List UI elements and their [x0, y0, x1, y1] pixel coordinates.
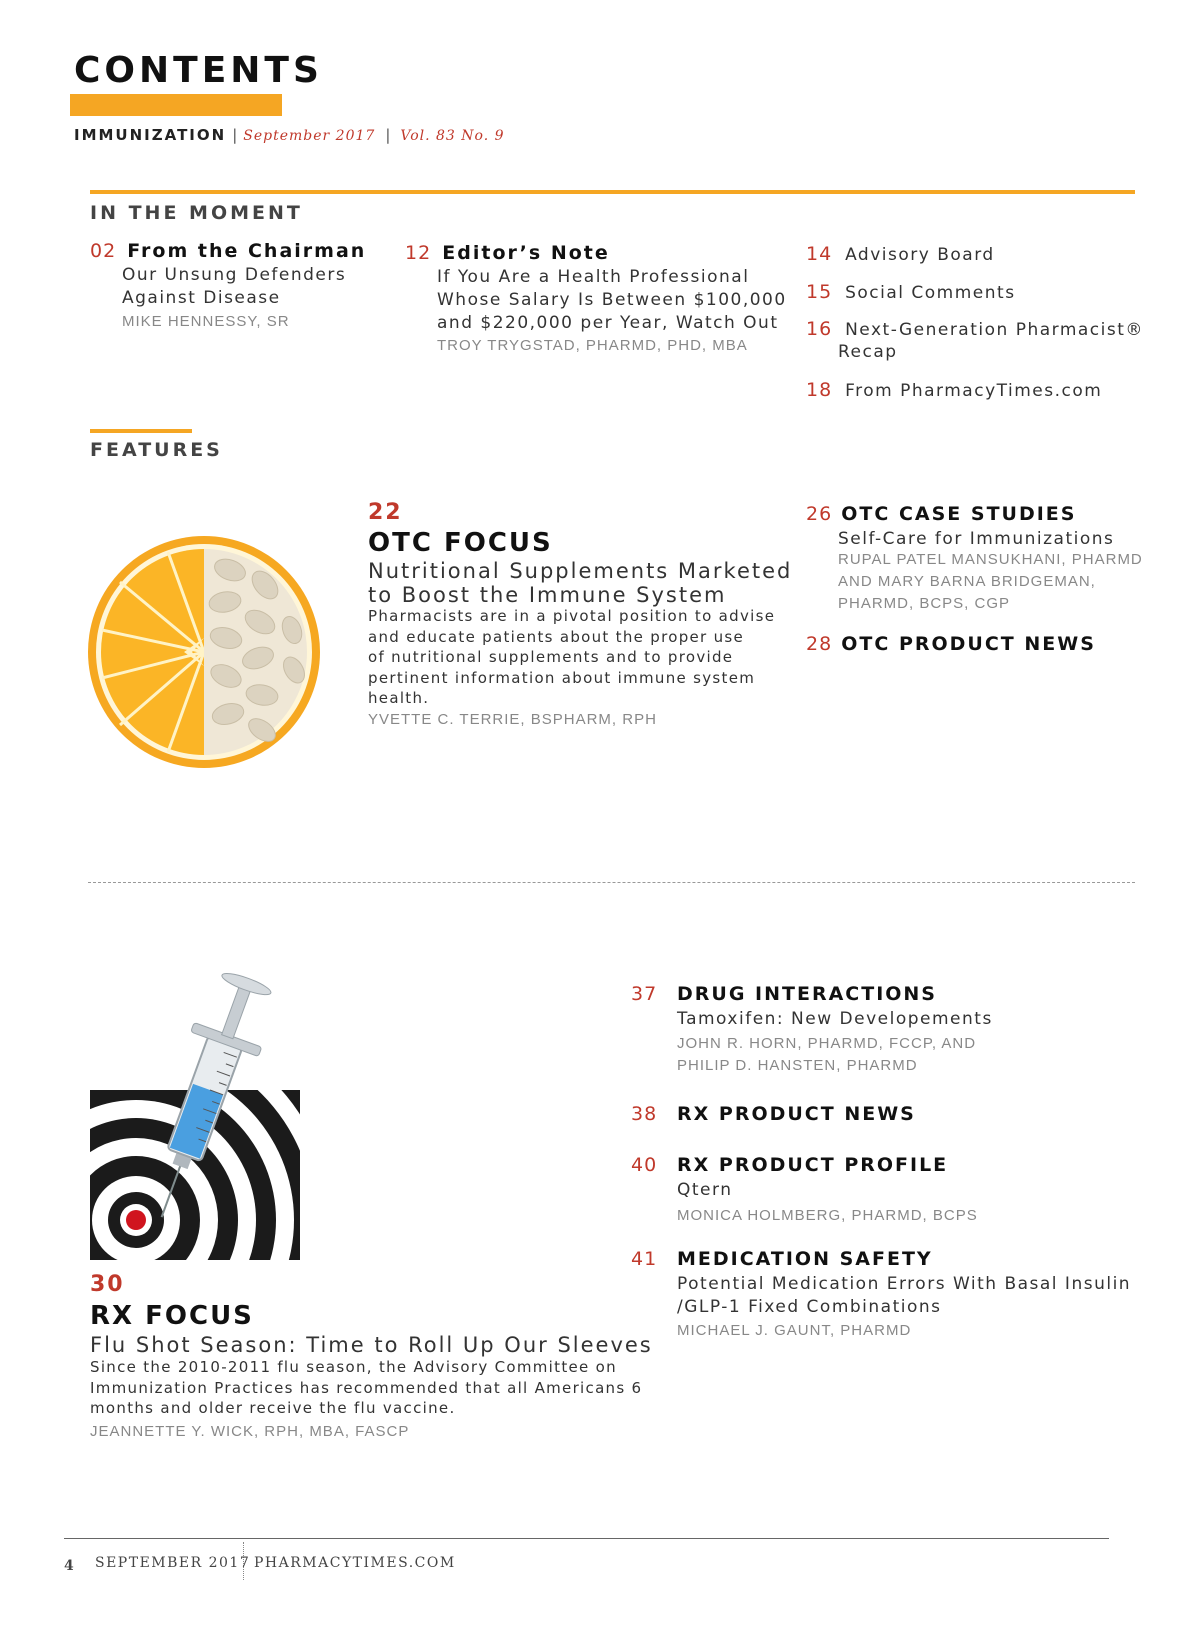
separator: | [232, 126, 238, 144]
feature-heading[interactable]: OTC FOCUS [368, 528, 553, 558]
entry-heading: Editor’s Note [442, 242, 610, 264]
footer-page-number: 4 [64, 1558, 76, 1574]
subtitle-line: Whose Salary Is Between $100,000 [437, 290, 787, 310]
description-line: Since the 2010-2011 flu season, the Advisory Committee on [90, 1358, 617, 1376]
entry-label: Advisory Board [845, 245, 995, 265]
feature-description [90, 1357, 642, 1419]
toc-entry-chairman[interactable] [90, 240, 366, 262]
entry-subtitle: Tamoxifen: New Developements [677, 1009, 993, 1029]
entry-label: Next-Generation Pharmacist® [845, 320, 1144, 340]
page-number: 40 [631, 1154, 658, 1176]
toc-entry-rx-product-profile[interactable] [631, 1154, 948, 1176]
entry-subtitle [437, 266, 787, 335]
entry-label: Social Comments [845, 283, 1016, 303]
entry-subtitle: Self-Care for Immunizations [838, 529, 1115, 549]
entry-heading: DRUG INTERACTIONS [677, 983, 937, 1005]
entry-author [677, 1033, 976, 1077]
entry-heading: OTC PRODUCT NEWS [841, 633, 1096, 655]
footer-rule [64, 1538, 1109, 1539]
section-label-features: FEATURES [90, 439, 223, 461]
entry-heading: RX PRODUCT NEWS [677, 1103, 916, 1125]
feature-page-number: 30 [90, 1272, 125, 1297]
entry-author: MIKE HENNESSY, SR [122, 313, 290, 330]
entry-author: TROY TRYGSTAD, PHARMD, PHD, MBA [437, 337, 748, 354]
entry-subtitle: Qtern [677, 1180, 733, 1200]
page-number: 38 [631, 1103, 658, 1125]
entry-heading: OTC CASE STUDIES [841, 503, 1077, 525]
entry-subtitle [677, 1273, 1131, 1319]
feature-subtitle: Flu Shot Season: Time to Roll Up Our Sleeves [90, 1333, 653, 1357]
page-number: 26 [806, 503, 833, 525]
feature-heading[interactable]: RX FOCUS [90, 1301, 254, 1331]
author-line: PHARMD, BCPS, CGP [838, 595, 1011, 612]
page-number: 14 [806, 243, 833, 265]
separator: | [385, 126, 391, 144]
feature-page-number: 22 [368, 500, 403, 525]
title-accent-bar [70, 94, 282, 116]
orange-pills-image [80, 530, 320, 770]
toc-entry-pharmacytimes-com[interactable] [806, 379, 1102, 401]
entry-author [838, 549, 1143, 615]
description-line: health. [368, 689, 430, 707]
author-line: RUPAL PATEL MANSUKHANI, PHARMD [838, 551, 1143, 568]
page-number: 18 [806, 379, 833, 401]
issue-volume: Vol. 83 No. 9 [400, 128, 505, 144]
page-number: 28 [806, 633, 833, 655]
subtitle-line: Against Disease [122, 288, 281, 308]
toc-entry-drug-interactions[interactable] [631, 983, 937, 1005]
feature-author: JEANNETTE Y. WICK, RPH, MBA, FASCP [90, 1423, 410, 1440]
toc-entry-rx-product-news[interactable] [631, 1103, 916, 1125]
page-number: 12 [405, 242, 432, 264]
description-line: Immunization Practices has recommended that all Americans 6 [90, 1378, 643, 1397]
dashed-divider [88, 882, 1135, 883]
subtitle-line: Nutritional Supplements Marketed [368, 559, 793, 583]
entry-subtitle [122, 264, 346, 310]
toc-entry-social-comments[interactable] [806, 281, 1016, 303]
footer-site[interactable]: PHARMACYTIMES.COM [254, 1555, 456, 1571]
toc-entry-otc-product-news[interactable] [806, 633, 1096, 655]
toc-entry-editor-note[interactable] [405, 242, 610, 264]
page-number: 37 [631, 983, 658, 1005]
page-number: 15 [806, 281, 833, 303]
description-line: of nutritional supplements and to provide [368, 648, 734, 666]
page-number: 02 [90, 240, 117, 262]
page-number: 41 [631, 1248, 658, 1270]
entry-heading: MEDICATION SAFETY [677, 1248, 933, 1270]
description-line: pertinent information about immune system [368, 668, 756, 687]
subtitle-line: Our Unsung Defenders [122, 265, 347, 285]
page-number: 16 [806, 318, 833, 340]
section-rule [90, 190, 1135, 194]
toc-entry-next-gen-pharmacist[interactable] [806, 318, 1144, 340]
feature-description [368, 606, 775, 709]
description-line: and educate patients about the proper use [368, 627, 745, 646]
issue-date: September 2017 [243, 128, 376, 144]
author-line: AND MARY BARNA BRIDGEMAN, [838, 573, 1096, 590]
subtitle-line: /GLP-1 Fixed Combinations [677, 1297, 942, 1317]
toc-entry-advisory-board[interactable] [806, 243, 995, 265]
page-title: CONTENTS [74, 50, 323, 91]
entry-label: From PharmacyTimes.com [845, 381, 1103, 401]
syringe-target-image [90, 970, 320, 1260]
author-line: PHILIP D. HANSTEN, PHARMD [677, 1057, 918, 1074]
entry-label-continued: Recap [838, 342, 898, 362]
issue-topic: IMMUNIZATION [74, 126, 227, 144]
author-line: JOHN R. HORN, PHARMD, FCCP, AND [677, 1035, 977, 1052]
subtitle-line: Potential Medication Errors With Basal Insulin [677, 1274, 1132, 1294]
entry-author: MONICA HOLMBERG, PHARMD, BCPS [677, 1207, 978, 1224]
subtitle-line: If You Are a Health Professional [437, 267, 750, 287]
description-line: months and older receive the flu vaccine. [90, 1399, 456, 1417]
toc-entry-otc-case-studies[interactable] [806, 503, 1076, 525]
feature-author: YVETTE C. TERRIE, BSPHARM, RPH [368, 711, 657, 728]
section-rule-short [90, 429, 192, 433]
entry-author: MICHAEL J. GAUNT, PHARMD [677, 1322, 912, 1339]
entry-heading: RX PRODUCT PROFILE [677, 1154, 949, 1176]
subtitle-line: and $220,000 per Year, Watch Out [437, 313, 779, 333]
subtitle-line: to Boost the Immune System [368, 583, 727, 607]
section-label-in-the-moment: IN THE MOMENT [90, 202, 303, 224]
entry-heading: From the Chairman [127, 240, 367, 262]
issue-line [74, 126, 505, 144]
toc-entry-medication-safety[interactable] [631, 1248, 933, 1270]
footer-date: SEPTEMBER 2017 [95, 1555, 251, 1571]
feature-subtitle [368, 559, 792, 607]
description-line: Pharmacists are in a pivotal position to advise [368, 607, 776, 625]
